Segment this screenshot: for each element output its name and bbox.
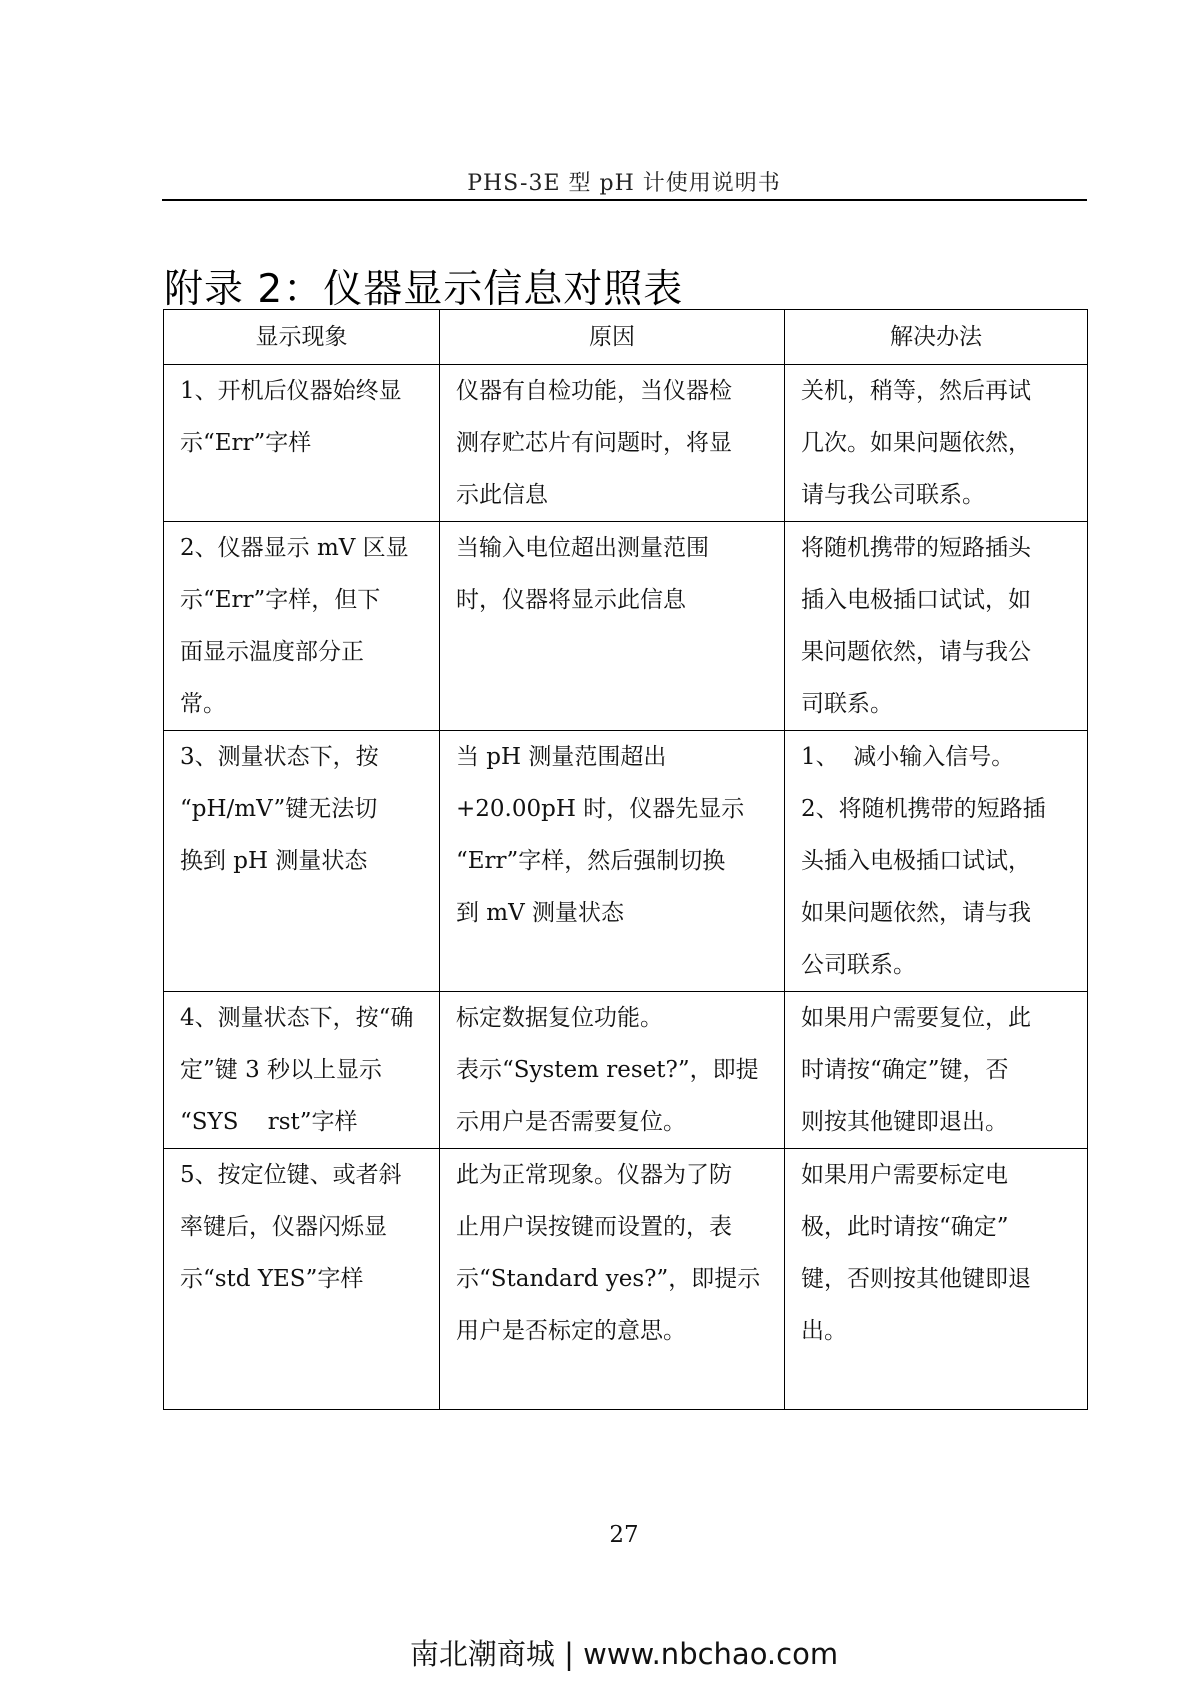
cell-line: 测存贮芯片有问题时，将显 — [456, 430, 732, 456]
running-header: PHS-3E 型 pH 计使用说明书 — [467, 171, 781, 196]
symptom-cell — [164, 522, 440, 731]
cell-line: 关机，稍等，然后再试 — [801, 378, 1031, 404]
cell-line: 3、测量状态下，按 — [180, 744, 379, 770]
cell-line: 示“std YES”字样 — [180, 1266, 364, 1292]
cause-cell — [440, 1149, 785, 1410]
cell-line: “Err”字样，然后强制切换 — [456, 848, 726, 874]
solution-cell — [785, 731, 1088, 992]
cell-line: 将随机携带的短路插头 — [801, 535, 1031, 561]
cell-line: 插入电极插口试试，如 — [801, 587, 1031, 613]
cause-cell — [440, 522, 785, 731]
cell-line: 示此信息 — [456, 482, 548, 508]
cell-line: 如果用户需要复位，此 — [801, 1005, 1031, 1031]
solution-cell — [785, 1149, 1088, 1410]
cell-line: 键，否则按其他键即退 — [801, 1266, 1031, 1292]
cell-line: 换到 pH 测量状态 — [180, 848, 368, 874]
cell-line: 头插入电极插口试试， — [801, 848, 1031, 874]
cell-line: 用户是否标定的意思。 — [456, 1318, 686, 1344]
cause-cell — [440, 365, 785, 522]
cell-line: +20.00pH 时，仪器先显示 — [456, 796, 745, 822]
cause-cell — [440, 992, 785, 1149]
cell-line: 当 pH 测量范围超出 — [456, 744, 667, 770]
cause-cell — [440, 731, 785, 992]
column-header-solution: 解决办法 — [785, 310, 1088, 365]
cell-line: 请与我公司联系。 — [801, 482, 985, 508]
cell-line: 定”键 3 秒以上显示 — [180, 1057, 383, 1083]
solution-cell — [785, 365, 1088, 522]
cell-line: 标定数据复位功能。 — [456, 1005, 663, 1031]
page-title: 附录 2：仪器显示信息对照表 — [164, 267, 684, 312]
cell-line: 1、 减小输入信号。 — [801, 744, 1015, 770]
cell-line: 司联系。 — [801, 691, 893, 717]
cell-line: 如果问题依然，请与我 — [801, 900, 1031, 926]
cell-line: 5、按定位键、或者斜 — [180, 1162, 402, 1188]
symptom-cell — [164, 731, 440, 992]
cell-line: “pH/mV”键无法切 — [180, 796, 378, 822]
cell-line: 公司联系。 — [801, 952, 916, 978]
cell-line: 当输入电位超出测量范围 — [456, 535, 709, 561]
cell-line: “SYS rst”字样 — [180, 1109, 358, 1135]
cell-line: 示“Err”字样，但下 — [180, 587, 381, 613]
cell-line: 面显示温度部分正 — [180, 639, 364, 665]
table-header-row — [164, 310, 1088, 365]
symptom-cell — [164, 992, 440, 1149]
cell-line: 此为正常现象。仪器为了防 — [456, 1162, 732, 1188]
cell-line: 如果用户需要标定电 — [801, 1162, 1008, 1188]
cell-line: 率键后，仪器闪烁显 — [180, 1214, 387, 1240]
cell-line: 则按其他键即退出。 — [801, 1109, 1008, 1135]
cell-line: 1、开机后仪器始终显 — [180, 378, 402, 404]
column-header-cause: 原因 — [440, 310, 785, 365]
column-header-symptom: 显示现象 — [164, 310, 440, 365]
cell-line: 4、测量状态下，按“确 — [180, 1005, 414, 1031]
cell-line: 表示“System reset?”，即提 — [456, 1057, 759, 1083]
cell-line: 出。 — [801, 1318, 847, 1344]
cell-line: 时请按“确定”键，否 — [801, 1057, 1009, 1083]
page-number: 27 — [609, 1522, 639, 1548]
cell-line: 仪器有自检功能，当仪器检 — [456, 378, 732, 404]
cell-line: 2、仪器显示 mV 区显 — [180, 535, 409, 561]
table-row — [164, 731, 1088, 992]
cell-line: 示用户是否需要复位。 — [456, 1109, 686, 1135]
cell-line: 时，仪器将显示此信息 — [456, 587, 686, 613]
cell-line: 2、将随机携带的短路插 — [801, 796, 1046, 822]
info-table — [163, 309, 1088, 1410]
table-row — [164, 365, 1088, 522]
cell-line: 示“Err”字样 — [180, 430, 312, 456]
solution-cell — [785, 522, 1088, 731]
cell-line: 几次。如果问题依然， — [801, 430, 1031, 456]
cell-line: 果问题依然，请与我公 — [801, 639, 1031, 665]
site-watermark: 南北潮商城 | www.nbchao.com — [409, 1637, 839, 1671]
table-row — [164, 1149, 1088, 1410]
cell-line: 常。 — [180, 691, 226, 717]
cell-line: 止用户误按键而设置的，表 — [456, 1214, 732, 1240]
solution-cell — [785, 992, 1088, 1149]
header-rule — [162, 199, 1087, 201]
symptom-cell — [164, 365, 440, 522]
table-row — [164, 522, 1088, 731]
cell-line: 极，此时请按“确定” — [801, 1214, 1009, 1240]
symptom-cell — [164, 1149, 440, 1410]
table-row — [164, 992, 1088, 1149]
cell-line: 示“Standard yes?”，即提示 — [456, 1266, 761, 1292]
cell-line: 到 mV 测量状态 — [456, 900, 625, 926]
